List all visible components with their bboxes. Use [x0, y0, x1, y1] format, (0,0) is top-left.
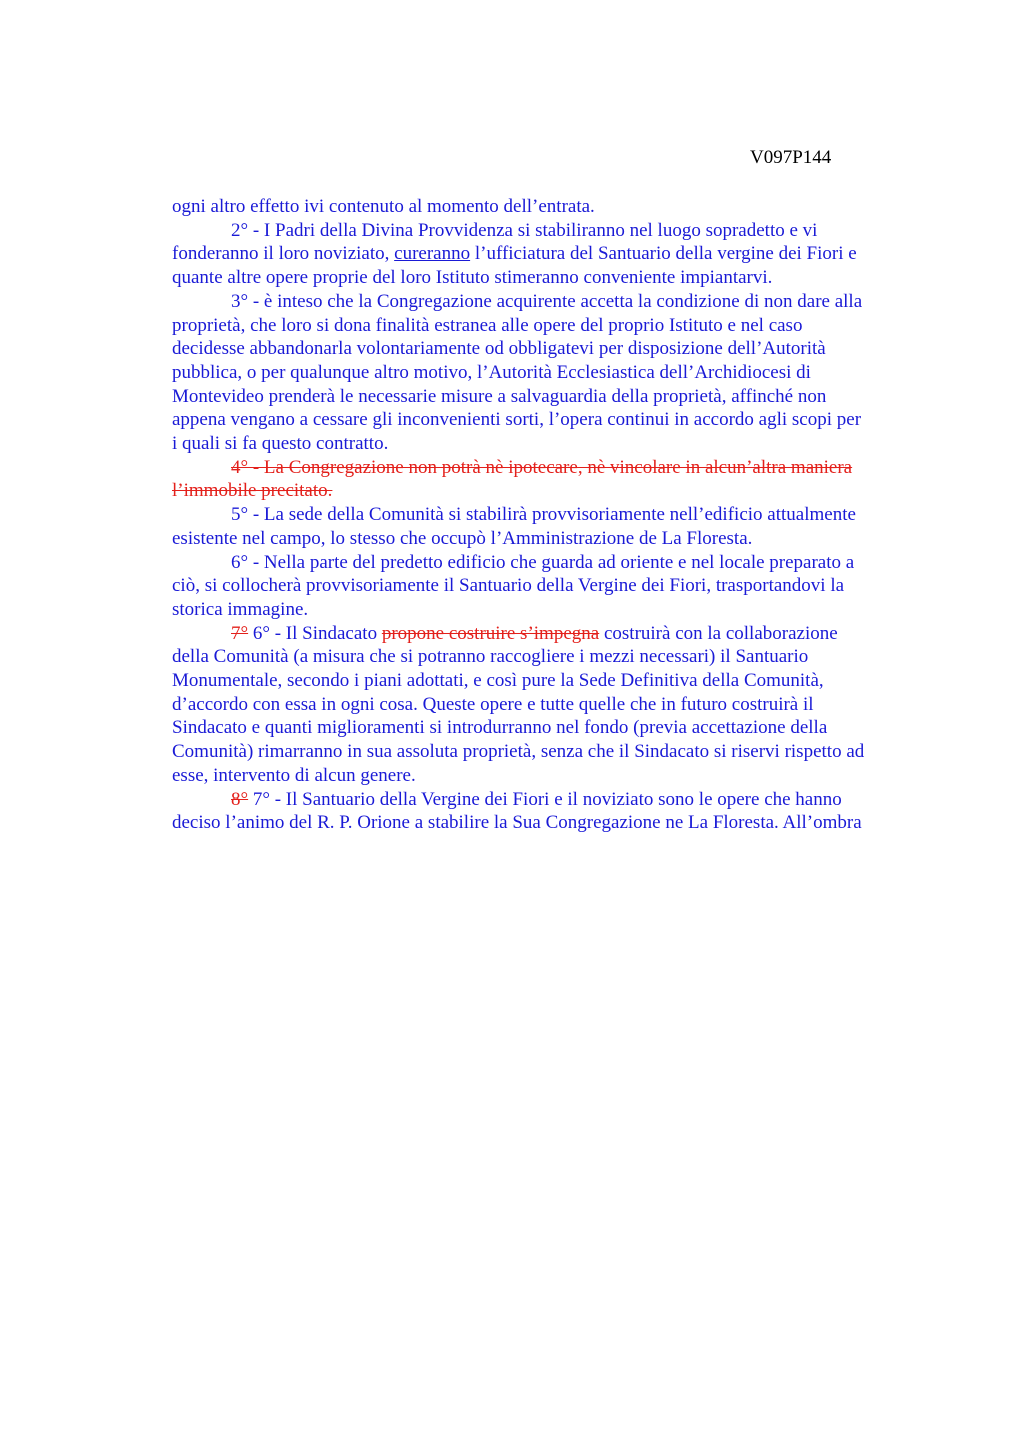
- text-line: ogni altro effetto ivi contenuto al momento dell’entrata.: [172, 196, 595, 217]
- underlined-word: cureranno: [394, 243, 471, 265]
- deleted-text: propone costruire s’impegna: [381, 622, 600, 644]
- paragraph-3-line: proprietà, che loro si dona finalità estranea alle opere del proprio Istituto e nel caso: [172, 314, 803, 336]
- deleted-number: 8°: [231, 788, 249, 810]
- paragraph-6-line: storica immagine.: [172, 598, 309, 620]
- paragraph-7-line: [172, 622, 932, 646]
- paragraph-3-line: i quali si fa questo contratto.: [172, 433, 389, 455]
- text-span: fonderanno il loro noviziato,: [172, 243, 395, 265]
- paragraph-7-line: Monumentale, secondo i piani adottati, e così pure la Sede Definitiva della Comunità,: [172, 670, 824, 692]
- paragraph-6-line: 6° - Nella parte del predetto edificio che guarda ad oriente e nel locale preparato a: [231, 551, 855, 573]
- paragraph-3-line: 3° - è inteso che la Congregazione acquirente accetta la condizione di non dare alla: [231, 290, 863, 312]
- deleted-text: 4° - La Congregazione non potrà nè ipotecare, nè vincolare in alcun’altra maniera: [231, 456, 853, 478]
- paragraph-3-line: appena vengano a cessare gli inconvenienti sorti, l’opera continui in accordo agli scopi per: [172, 409, 862, 431]
- paragraph-2-line: 2° - I Padri della Divina Provvidenza si stabiliranno nel luogo sopradetto e vi: [231, 219, 818, 241]
- paragraph-2-line: [172, 242, 932, 266]
- paragraph-5-line: esistente nel campo, lo stesso che occupò l’Amministrazione de La Floresta.: [172, 527, 753, 549]
- paragraph-3-line: pubblica, o per qualunque altro motivo, l’Autorità Ecclesiastica dell’Archidiocesi di: [172, 361, 811, 383]
- text-span: costruirà con la collaborazione: [599, 622, 838, 644]
- paragraph-7-line: Sindacato e quanti miglioramenti si introdurranno nel fondo (previa accettazione della: [172, 717, 828, 739]
- paragraph-8-line: deciso l’animo del R. P. Orione a stabilire la Sua Congregazione ne La Floresta. All’ombra: [172, 812, 862, 834]
- paragraph-3-line: decidesse abbandonarla volontariamente od obbligatevi per disposizione dell’Autorità: [172, 338, 826, 360]
- paragraph-4-line: [172, 456, 932, 480]
- paragraph-2-line: quante altre opere proprie del loro Istituto stimeranno conveniente impiantarvi.: [172, 267, 773, 289]
- paragraph-3-line: Montevideo prenderà le necessarie misure a salvaguardia della proprietà, affinché non: [172, 385, 827, 407]
- document-body: [172, 195, 932, 835]
- paragraph-8-line: [172, 788, 932, 812]
- deleted-text: l’immobile precitato.: [172, 480, 333, 502]
- paragraph-6-line: ciò, si collocherà provvisoriamente il Santuario della Vergine dei Fiori, trasportandovi la: [172, 575, 845, 597]
- paragraph-7-line: d’accordo con essa in ogni cosa. Queste opere e tutte quelle che in futuro costruirà il: [172, 693, 814, 715]
- paragraph-7-line: esse, intervento di alcun genere.: [172, 764, 416, 786]
- paragraph-7-line: Comunità) rimarranno in sua assoluta proprietà, senza che il Sindacato si riservi rispetto ad: [172, 741, 865, 763]
- text-span: l’ufficiatura del Santuario della vergine dei Fiori e: [470, 243, 857, 265]
- paragraph-4-line: [172, 479, 932, 503]
- paragraph-7-line: della Comunità (a misura che si potranno raccogliere i mezzi necessari) il Santuario: [172, 646, 809, 668]
- paragraph-5-line: 5° - La sede della Comunità si stabilirà provvisoriamente nell’edificio attualmente: [231, 504, 856, 526]
- text-span: 6° - Il Sindacato: [248, 622, 382, 644]
- text-span: 7° - Il Santuario della Vergine dei Fiori e il noviziato sono le opere che hanno: [248, 788, 842, 810]
- page-code: V097P144: [750, 147, 832, 168]
- deleted-number: 7°: [231, 622, 249, 644]
